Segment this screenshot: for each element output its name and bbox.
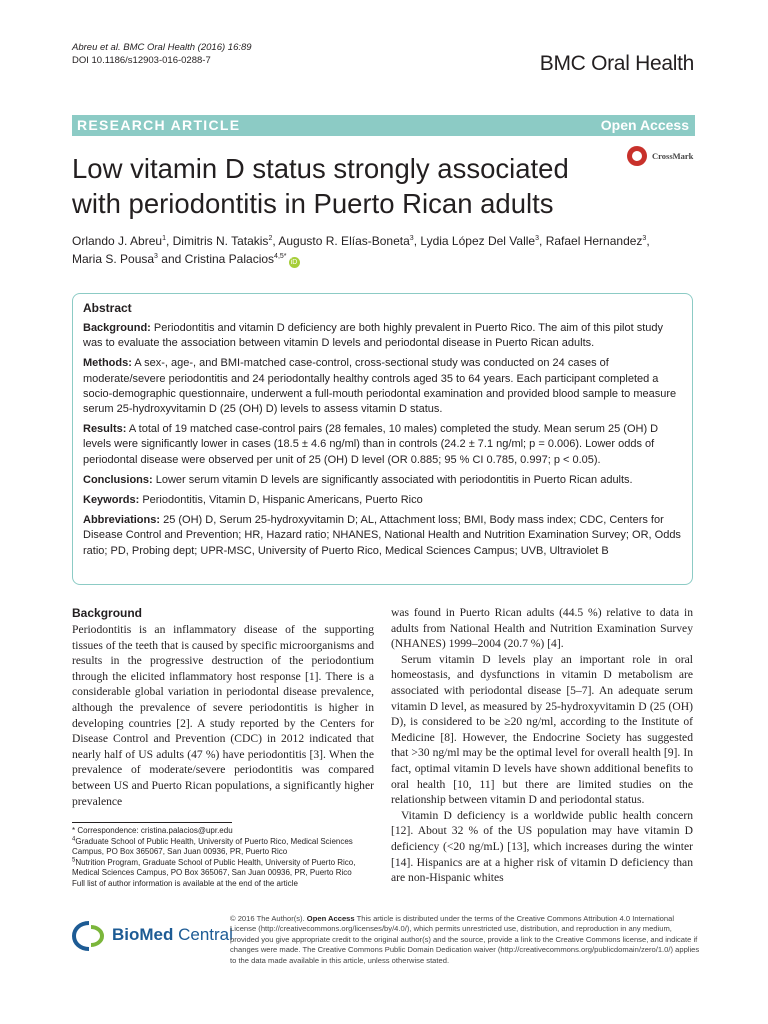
author-name: Rafael Hernandez [545, 234, 643, 248]
crossmark-label: CrossMark [652, 151, 694, 161]
citation-block: Abreu et al. BMC Oral Health (2016) 16:89 DOI 10.1186/s12903-016-0288-7 [72, 42, 252, 66]
orcid-icon[interactable]: iD [289, 257, 300, 268]
author-name: Orlando J. Abreu [72, 234, 163, 248]
abstract-keywords: Keywords: Periodontitis, Vitamin D, Hispanic Americans, Puerto Rico [83, 494, 423, 507]
author-name: Cristina Palacios [184, 252, 275, 266]
correspondence: * Correspondence: cristina.palacios@upr.edu [72, 826, 233, 835]
paragraph: Serum vitamin D levels play an important role in oral homeostasis, and dysfunctions in vitamin D metabolism are associated with periodontal disease [5–7]. An adequate serum vitamin D level, as measured by 25-hydroxyvitamin D (25 (OH) D), is considered to be ≥20 ng/ml, according to the Institute of Medicine [8]. However, the Endocrine Society has suggested that >30 ng/ml may be the optimal level for overall health [9]. In fact, optimal vitamin D levels have shown additional benefits to oral health [10, 11] but there are limited studies on the relationship between vitamin D and periodontal status. [391, 652, 693, 807]
license-statement: © 2016 The Author(s). Open Access This article is distributed under the terms of the Creative Commons Attribution 4.0 International License (http://creativecommons.org/licenses/by/4.0/), which permits unrestricted use, distribution, and reproduction in any medium, provided you give appropriate credit to the original author(s) and the source, provide a link to the Creative Commons license, and indicate if changes were made. The Creative Commons Public Domain Dedication waiver (http://creativecommons.org/publicdomain/zero/1.0/) applies to the data made available in this article, unless otherwise stated. [230, 914, 700, 965]
crossmark-icon [627, 146, 647, 166]
article-title: Low vitamin D status strongly associated with periodontitis in Puerto Rican adults [72, 153, 569, 219]
author-name: Lydia López Del Valle [420, 234, 536, 248]
body-column-left [72, 605, 374, 809]
abstract-abbreviations: Abbreviations: 25 (OH) D, Serum 25-hydroxyvitamin D; AL, Attachment loss; BMI, Body mass index; CDC, Centers for Disease Control and Prevention; HR, Hazard ratio; NHANES, National Health and Nutrition Examination Survey; OR, Odds ratio; PD, Probing dept; UPR-MSC, University of Puerto Rico, Medical Sciences Campus; UVB, Ultraviolet B [83, 514, 681, 557]
biomed-central-logo: BioMed Central [72, 919, 222, 953]
open-access-label: Open Access [600, 117, 689, 133]
doi[interactable]: DOI 10.1186/s12903-016-0288-7 [72, 55, 211, 66]
author-name: Maria S. Pousa [72, 252, 155, 266]
abstract-conclusions: Conclusions: Lower serum vitamin D levels are significantly associated with periodontitis in Puerto Rican adults. [83, 473, 633, 486]
abstract-methods: Methods: A sex-, age-, and BMI-matched case-control, cross-sectional study was conducted on 24 cases of moderate/severe periodontitis and 24 periodontally healthy controls aged 35 to 64 years. Each participant completed a socio-demographic questionnaire, underwent a full-mouth periodontal examination and provided blood sample to measure serum 25-hydroxyvitamin D (25 (OH) D) levels to assess vitamin D status. [83, 357, 677, 416]
paragraph: Vitamin D deficiency is a worldwide public health concern [12]. About 32 % of the US population may have vitamin D deficiency (<20 ng/mL) [13], which increases during the winter [14]. Hispanics are at a higher risk of vitamin D deficiency than are non-Hispanic whites [391, 808, 693, 885]
paragraph: was found in Puerto Rican adults (44.5 %) relative to data in adults from National Health and Nutrition Examination Survey (NHANES) 1999–2004 (20.7 %) [4]. [391, 606, 693, 651]
article-type-label: RESEARCH ARTICLE [77, 117, 241, 133]
abstract-box [72, 293, 693, 585]
abstract-heading: Abstract [83, 301, 132, 315]
citation-author: Abreu [72, 42, 98, 53]
biomed-central-logo-icon [72, 921, 106, 951]
section-heading-background: Background [72, 606, 143, 620]
citation-journal-info: BMC Oral Health (2016) 16:89 [123, 42, 252, 53]
crossmark-button[interactable] [627, 146, 699, 170]
affiliation-5: $^5$Nutrition Program, Graduate School of Public Health, University of Puerto Rico, Medical Sciences Campus, PO Box 365067, San Juan 00936, PR, Puerto Rico [72, 857, 356, 878]
footnote-divider [72, 822, 232, 823]
journal-name: BMC Oral Health [539, 52, 694, 75]
author-list: Orlando J. Abreu$^1$, Dimitris N. Tatakis$^2$, Augusto R. Elías-Boneta$^3$, Lydia López Del Valle$^3$, Rafael Hernandez$^3$, Maria S. Pousa$^3$ and Cristina Palacios$^{4,5*}$iD [72, 234, 650, 266]
body-column-right [391, 605, 693, 886]
paragraph: Periodontitis is an inflammatory disease of the supporting tissues of the teeth that is caused by specific microorganisms and results in the progressive destruction of the periodontium through the elicited inflammatory host response [1]. There is a considerable global variation in periodontal disease prevalence, although the prevalence of severe periodontitis is higher in developing countries [2]. A study reported by the Centers for Disease Control and Prevention (CDC) in 2012 indicated that nearly half of US adults (47 %) have periodontitis [3]. When the prevalence of moderate/severe periodontitis was compared between US and Puerto Rican populations, a significantly higher prevalence [72, 623, 374, 808]
author-name: Dimitris N. Tatakis [172, 234, 269, 248]
full-author-info-note: Full list of author information is available at the end of the article [72, 878, 298, 888]
abstract-background: Background: Periodontitis and vitamin D deficiency are both highly prevalent in Puerto Rico. The aim of this pilot study was to evaluate the association between vitamin D levels and periodontal disease in Puerto Rican adults. [83, 322, 664, 350]
abstract-results: Results: A total of 19 matched case-control pairs (28 females, 10 males) completed the study. Mean serum 25 (OH) D levels were significantly lower in cases (18.5 ± 4.6 ng/ml) than in controls (24.2 ± 7.1 ng/ml; p = 0.006). Lower odds of periodontal disease were observed per unit of 25 (OH) D level (OR 0.885; 95 % CI 0.785, 0.997; p < 0.05). [83, 423, 659, 466]
affiliation-4: $^4$Graduate School of Public Health, University of Puerto Rico, Medical Sciences Campus, PO Box 365067, San Juan 00936, PR, Puerto Rico [72, 835, 353, 857]
article-type-banner [72, 115, 695, 136]
footnotes [72, 826, 372, 890]
author-name: Augusto R. Elías-Boneta [278, 234, 410, 248]
